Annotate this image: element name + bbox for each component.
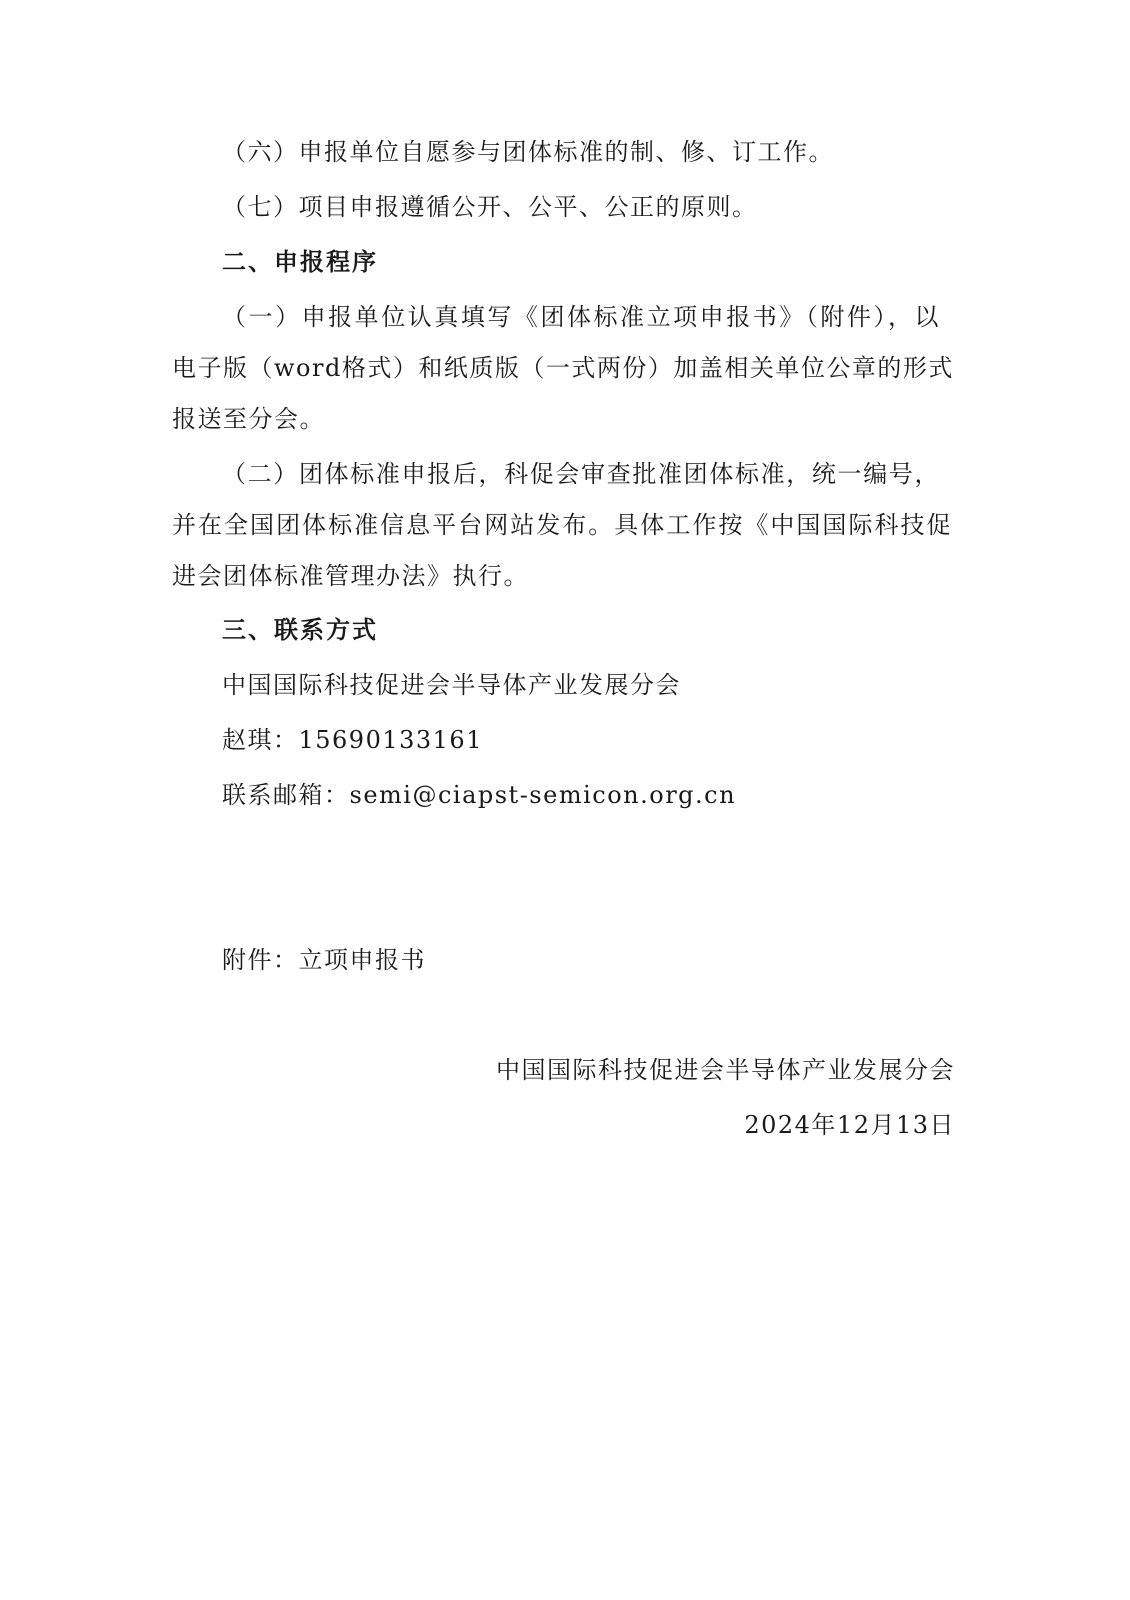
paragraph-2-line-1: （二）团体标准申报后，科促会审查批准团体标准，统一编号， [222,460,940,488]
contact-person: 赵琪：15690133161 [222,726,483,754]
signature-org: 中国国际科技促进会半导体产业发展分会 [496,1056,955,1084]
item-seven: （七）项目申报遵循公开、公平、公正的原则。 [222,193,758,221]
paragraph-1-line-2: 电子版（word格式）和纸质版（一式两份）加盖相关单位公章的形式 [172,354,954,382]
paragraph-1-line-1: （一）申报单位认真填写《团体标准立项申报书》（附件），以 [222,303,940,331]
section-heading-procedure: 二、申报程序 [222,248,378,276]
signature-date: 2024年12月13日 [744,1111,955,1139]
contact-email: 联系邮箱：semi@ciapst-semicon.org.cn [222,781,737,809]
attachment-note: 附件：立项申报书 [222,946,426,974]
paragraph-1-line-3: 报送至分会。 [172,405,325,433]
section-heading-contact: 三、联系方式 [222,616,378,644]
paragraph-2-line-2: 并在全国团体标准信息平台网站发布。具体工作按《中国国际科技促 [172,511,952,539]
item-six: （六）申报单位自愿参与团体标准的制、修、订工作。 [222,138,834,166]
contact-org: 中国国际科技促进会半导体产业发展分会 [222,671,681,699]
paragraph-2-line-3: 进会团体标准管理办法》执行。 [172,562,529,590]
